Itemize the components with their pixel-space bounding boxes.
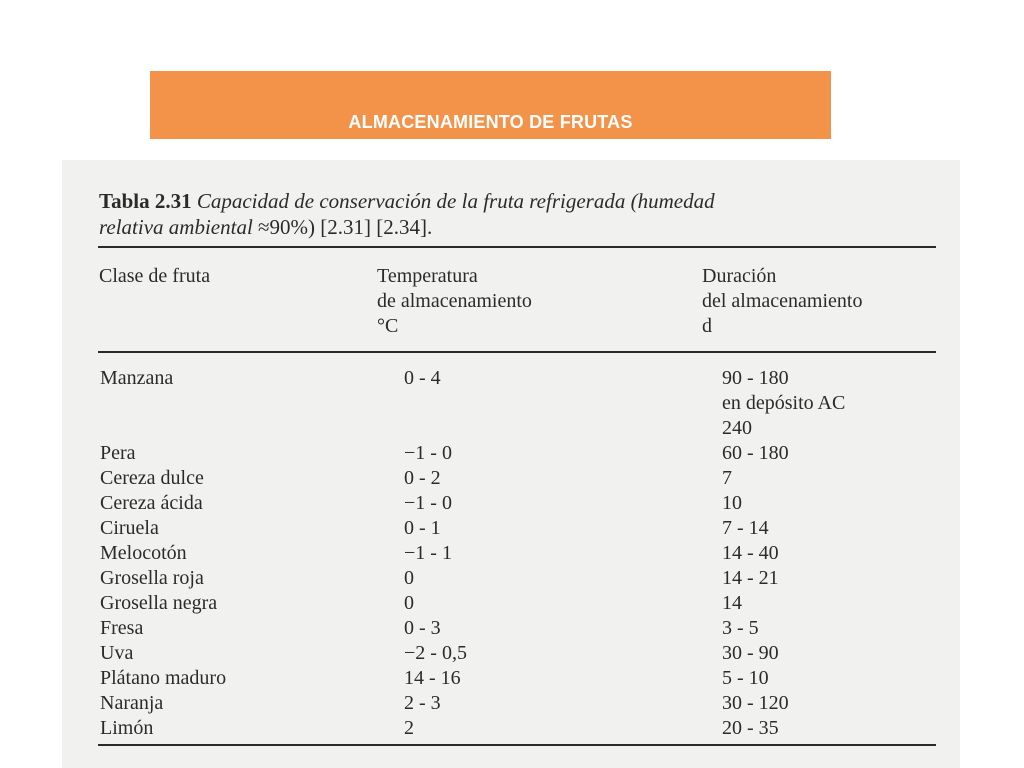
table-row: Ciruela 0 - 1 7 - 14	[100, 517, 769, 539]
table-row-note: en depósito AC	[722, 392, 846, 414]
header-temperature: Temperatura de almacenamiento °C	[377, 265, 532, 337]
header-fruit-class: Clase de fruta	[99, 265, 211, 287]
table-row-note: 240	[722, 417, 752, 439]
table-row: Manzana 0 - 4 90 - 180	[100, 367, 789, 389]
header-rule	[98, 351, 936, 353]
header-duration: Duración del almacenamiento d	[702, 265, 863, 337]
table-row: Pera −1 - 0 60 - 180	[100, 442, 789, 464]
caption-title-1: Capacidad de conservación de la fruta refrigerada (humedad	[196, 189, 715, 213]
caption-label: Tabla 2.31	[99, 189, 192, 213]
title-banner	[150, 71, 831, 139]
top-rule	[98, 246, 936, 248]
table-row: Uva −2 - 0,5 30 - 90	[100, 642, 779, 664]
table-row: Cereza dulce 0 - 2 7	[100, 467, 732, 489]
caption-references: ≈90%) [2.31] [2.34].	[258, 215, 433, 239]
table-row: Plátano maduro 14 - 16 5 - 10	[100, 667, 769, 689]
table-row: Grosella roja 0 14 - 21	[100, 567, 779, 589]
bottom-rule	[98, 744, 936, 746]
table-caption	[99, 188, 949, 240]
scanned-table-image	[62, 160, 960, 768]
table-row: Cereza ácida −1 - 0 10	[100, 492, 742, 514]
table-row: Fresa 0 - 3 3 - 5	[100, 617, 759, 639]
caption-title-2: relativa ambiental	[99, 215, 253, 239]
table-row: Naranja 2 - 3 30 - 120	[100, 692, 789, 714]
slide-title: ALMACENAMIENTO DE FRUTAS	[348, 112, 633, 132]
table-row: Limón 2 20 - 35	[100, 717, 779, 739]
table-row: Melocotón −1 - 1 14 - 40	[100, 542, 779, 564]
table-row: Grosella negra 0 14	[100, 592, 742, 614]
